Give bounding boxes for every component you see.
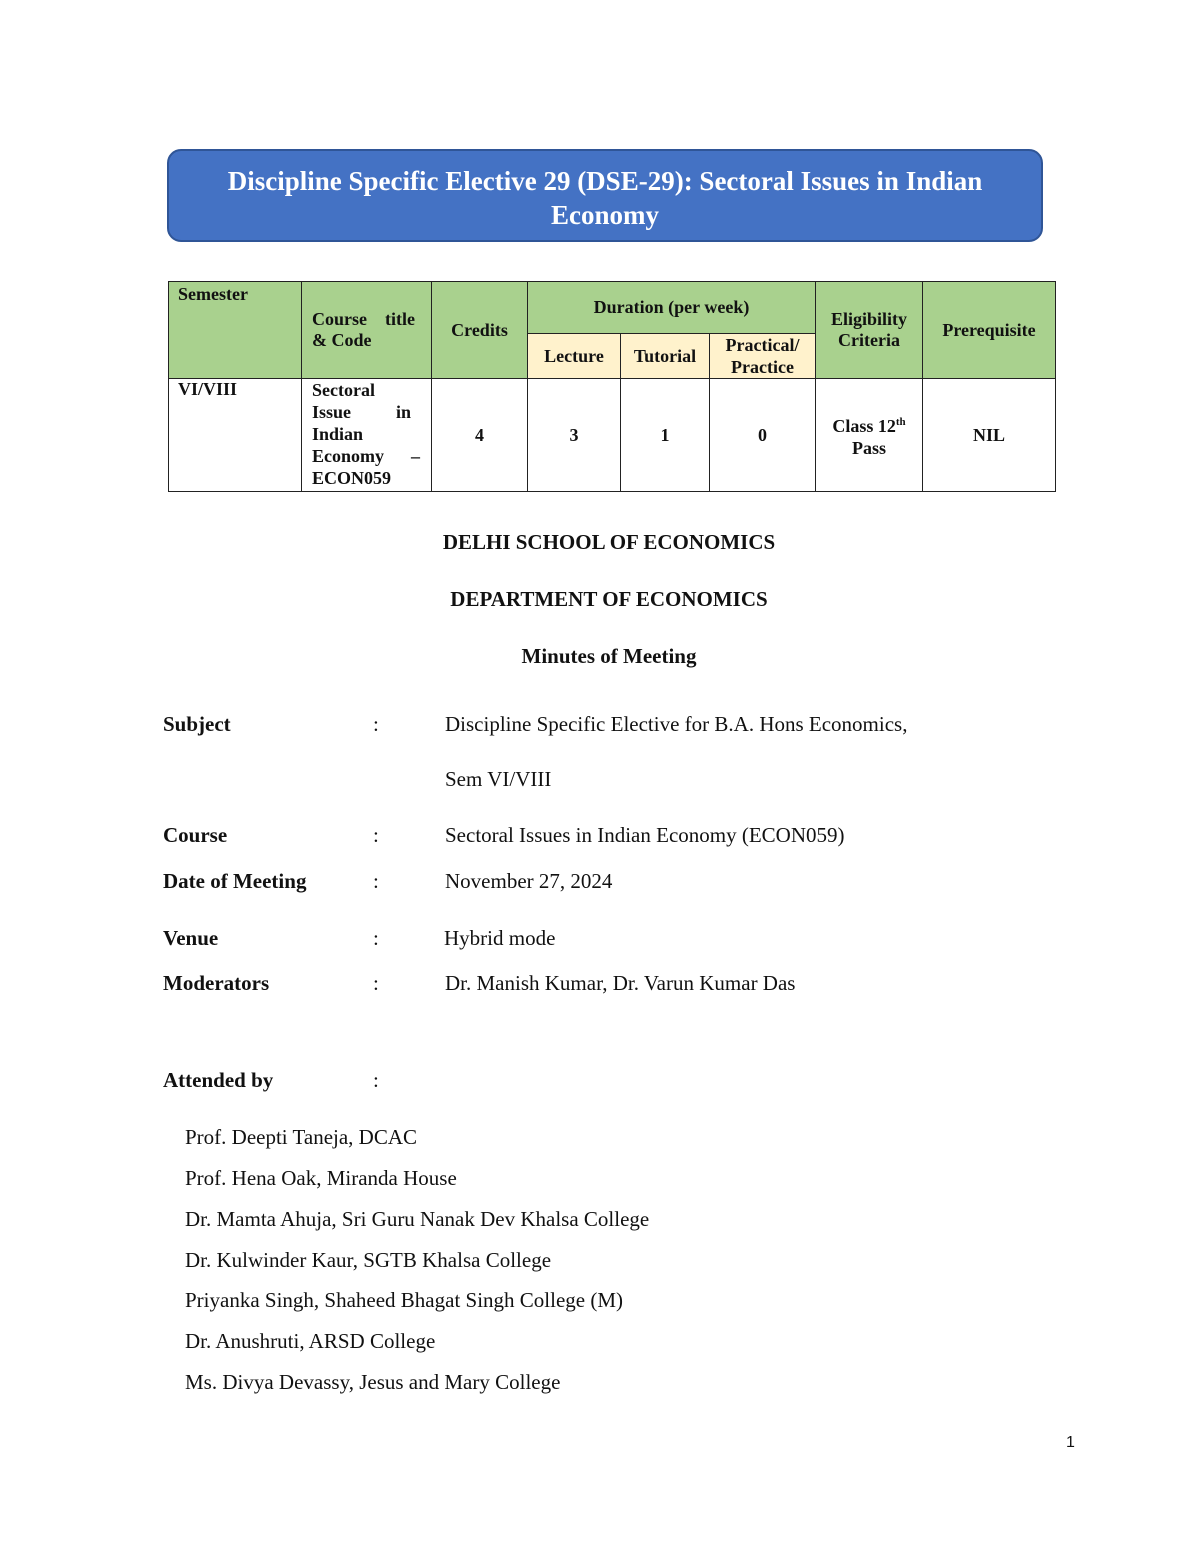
header-duration: Duration (per week) (528, 282, 816, 334)
header-eligibility-line1: Eligibility (830, 309, 908, 329)
header-lecture: Lecture (528, 334, 621, 379)
date-value: November 27, 2024 (445, 869, 613, 893)
header-eligibility-line2: Criteria (838, 330, 900, 350)
colon: : (373, 823, 379, 847)
moderators-label: Moderators (163, 971, 270, 995)
course-label: Course (163, 823, 228, 847)
attended-label: Attended by (163, 1068, 274, 1092)
banner-title-line1: Discipline Specific Elective 29 (DSE-29): Sectoral Issues in Indian (227, 166, 983, 196)
subject-value: Discipline Specific Elective for B.A. Hons Economics, (445, 712, 908, 736)
course-value: Sectoral Issues in Indian Economy (ECON059) (445, 823, 845, 847)
course-title-line: ECON059 (312, 468, 392, 488)
attendee-item: Dr. Anushruti, ARSD College (185, 1329, 436, 1353)
cell-prerequisite: NIL (923, 379, 1056, 492)
course-table (168, 281, 1056, 492)
header-credits: Credits (432, 282, 528, 379)
header-semester: Semester (169, 282, 302, 379)
course-title-line: Sectoral (312, 380, 375, 400)
cell-lecture: 3 (528, 379, 621, 492)
eligibility-pass: Pass (851, 438, 886, 458)
header-tutorial: Tutorial (621, 334, 710, 379)
cell-eligibility (816, 379, 923, 492)
cell-tutorial: 1 (621, 379, 710, 492)
attendee-item: Ms. Divya Devassy, Jesus and Mary College (185, 1370, 561, 1394)
colon: : (373, 926, 379, 950)
header-course-title-line2: & Code (312, 330, 372, 350)
eligibility-text: Class 12 (832, 416, 896, 436)
eligibility-superscript: th (895, 416, 906, 428)
header-practical-line2: Practice (731, 357, 794, 377)
cell-course-title (302, 379, 432, 492)
school-heading: DELHI SCHOOL OF ECONOMICS (442, 530, 776, 554)
venue-value: Hybrid mode (444, 926, 556, 950)
header-practical (710, 334, 816, 379)
header-prerequisite: Prerequisite (923, 282, 1056, 379)
header-course-title-line1: Course title (312, 309, 415, 329)
colon: : (373, 712, 379, 736)
department-heading: DEPARTMENT OF ECONOMICS (450, 587, 768, 611)
attendee-item: Priyanka Singh, Shaheed Bhagat Singh College (M) (185, 1288, 624, 1312)
colon: : (373, 971, 379, 995)
course-title-line: Indian (312, 424, 364, 444)
attendee-item: Dr. Kulwinder Kaur, SGTB Khalsa College (185, 1248, 552, 1272)
minutes-heading: Minutes of Meeting (521, 644, 697, 668)
header-eligibility (816, 282, 923, 379)
subject-value-line2: Sem VI/VIII (445, 767, 552, 791)
cell-credits: 4 (432, 379, 528, 492)
moderators-value: Dr. Manish Kumar, Dr. Varun Kumar Das (445, 971, 796, 995)
subject-label: Subject (163, 712, 231, 736)
attendee-item: Prof. Hena Oak, Miranda House (185, 1166, 457, 1190)
colon: : (373, 869, 379, 893)
course-title-line: Economy – (312, 446, 420, 466)
course-title-line: Issue in (312, 402, 412, 422)
header-practical-line1: Practical/ (725, 335, 800, 355)
title-banner (167, 149, 1043, 242)
header-course-title (302, 282, 432, 379)
attendee-item: Dr. Mamta Ahuja, Sri Guru Nanak Dev Khalsa College (185, 1207, 650, 1231)
page-number: 1 (1066, 1434, 1075, 1451)
cell-semester: VI/VIII (169, 379, 302, 492)
banner-title-line2: Economy (551, 200, 659, 230)
colon: : (373, 1068, 379, 1092)
attendee-item: Prof. Deepti Taneja, DCAC (185, 1125, 418, 1149)
venue-label: Venue (163, 926, 219, 950)
date-label: Date of Meeting (163, 869, 307, 893)
cell-practical: 0 (710, 379, 816, 492)
